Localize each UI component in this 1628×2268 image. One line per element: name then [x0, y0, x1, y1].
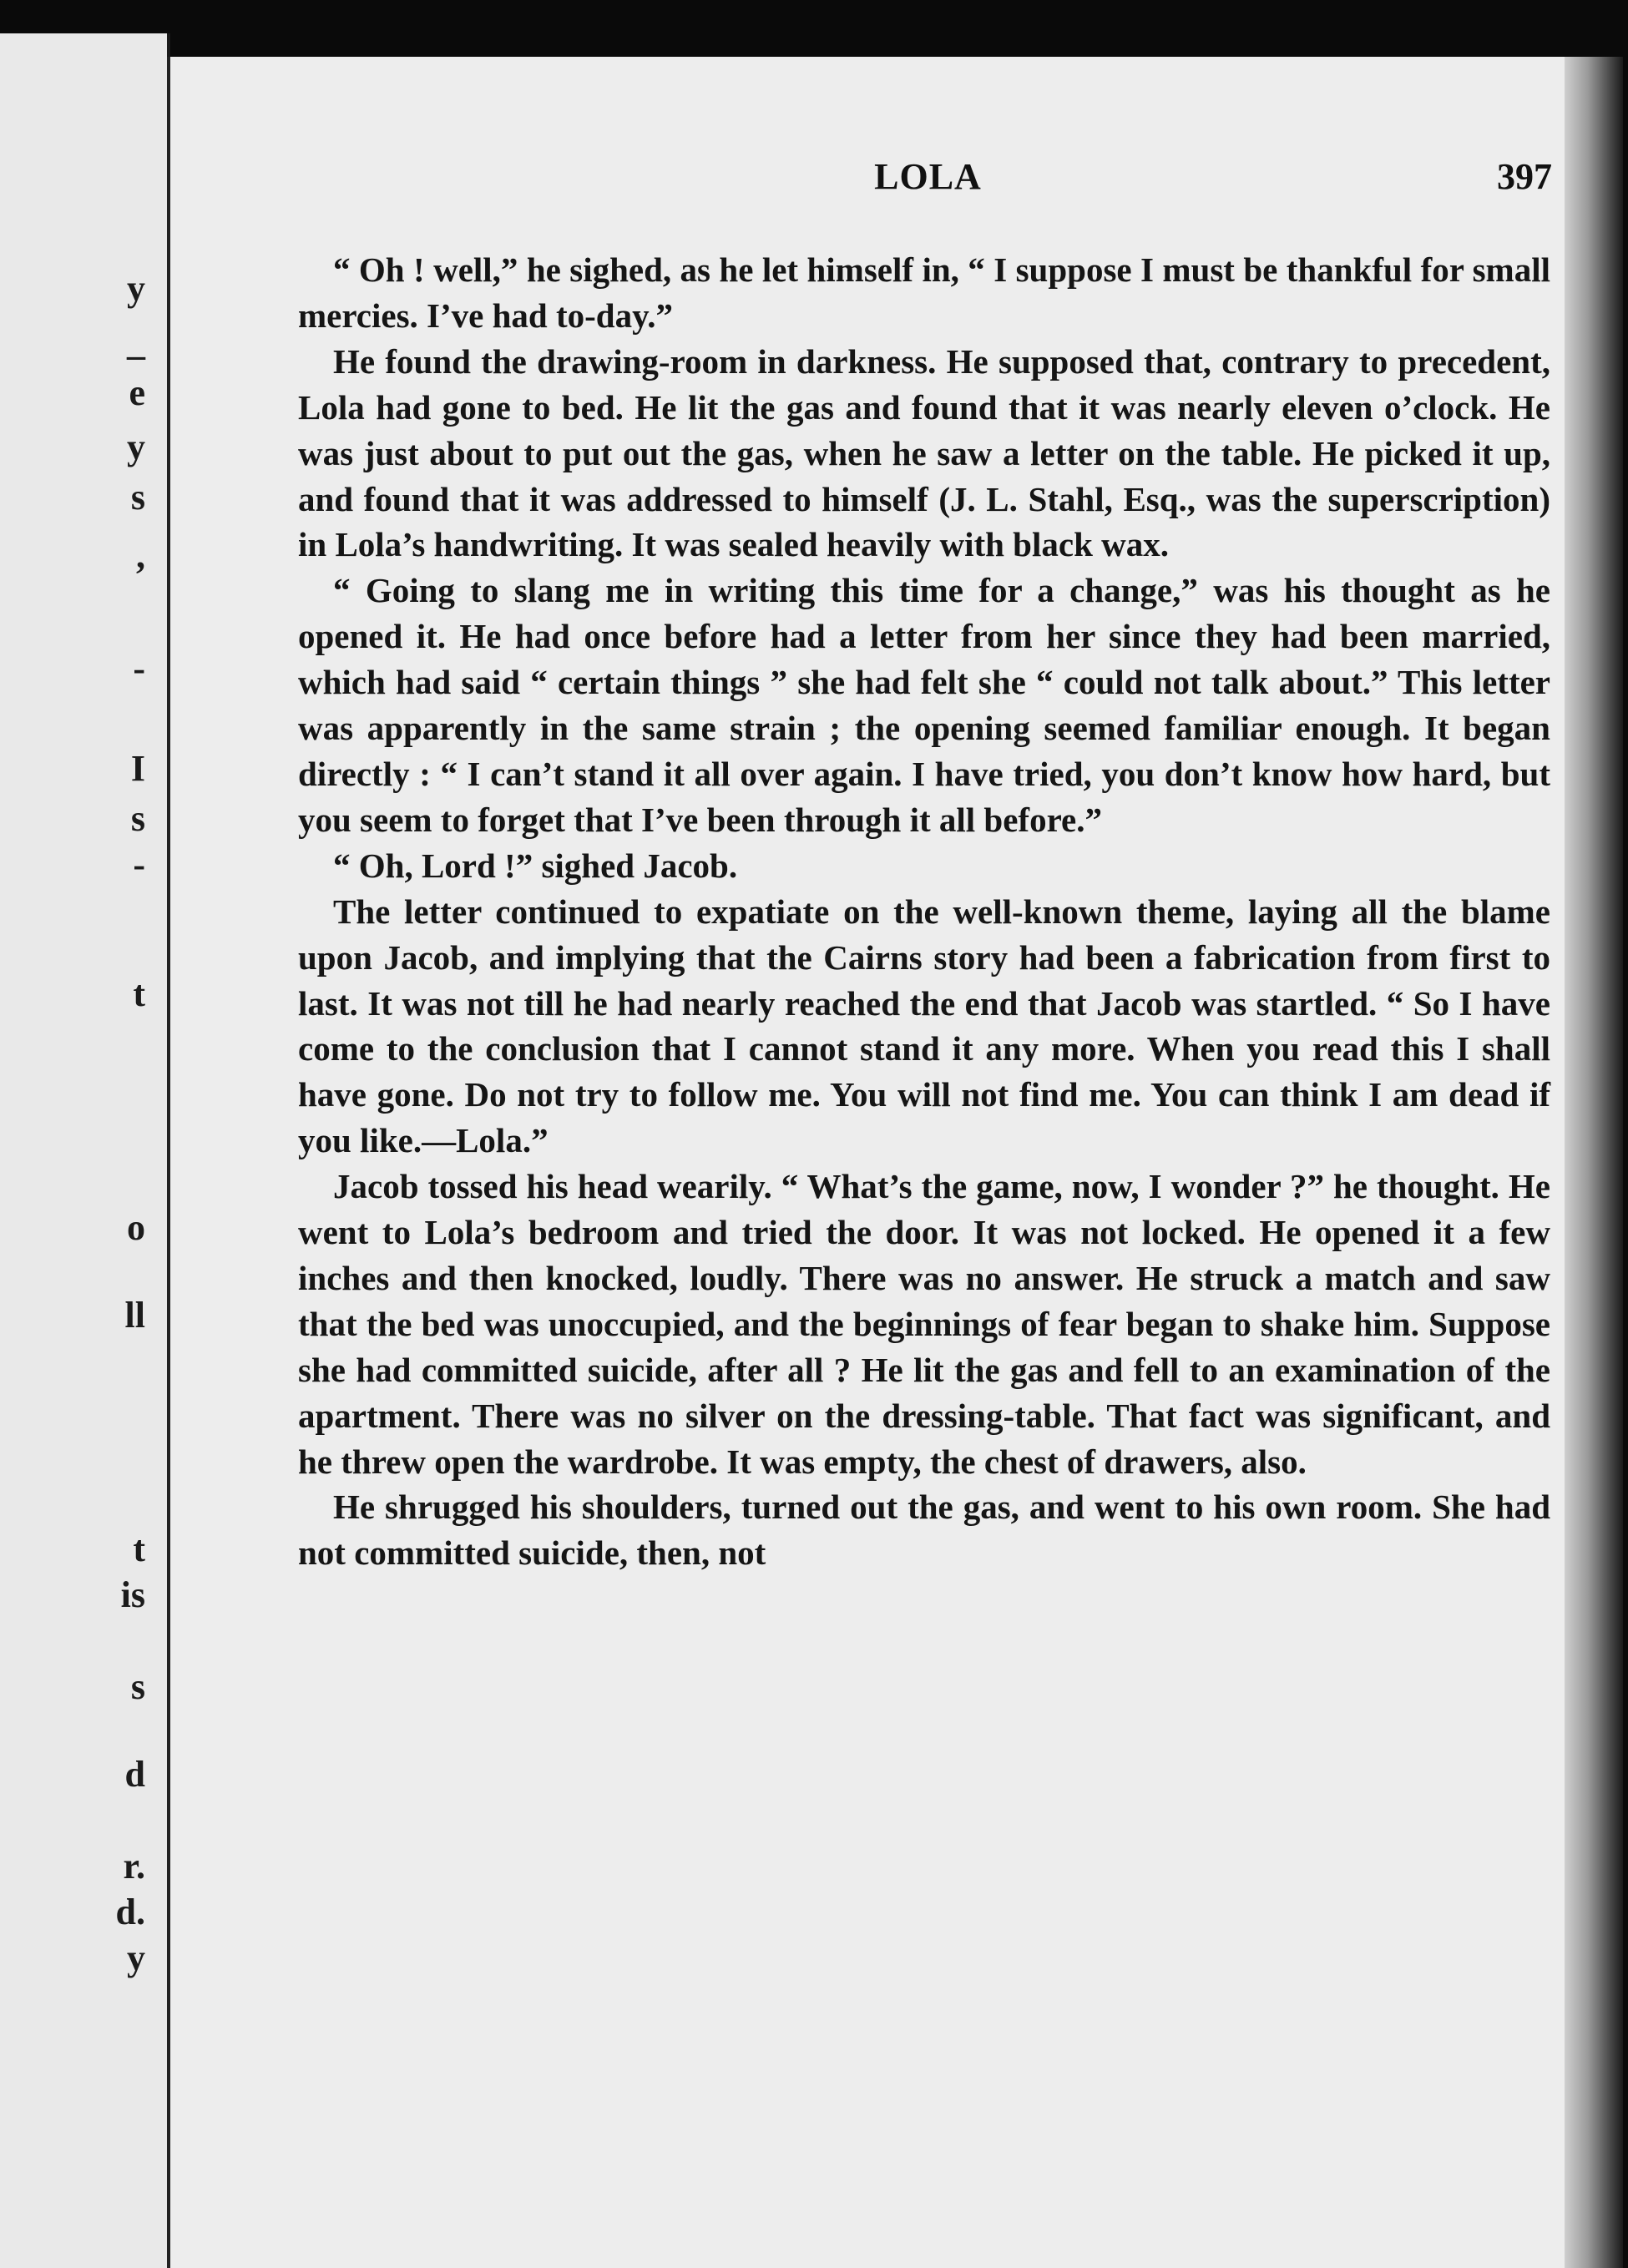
paragraph: He shrugged his shoulders, turned out the gas, and went to his own room. She had not committed suicide, then, not [298, 1488, 1550, 1573]
margin-fragment: - [133, 648, 145, 689]
margin-fragment: y [127, 268, 145, 309]
margin-fragment: e [129, 372, 145, 413]
facing-page-fragment [0, 33, 170, 2268]
margin-fragment: is [120, 1574, 145, 1615]
margin-fragment: o [127, 1207, 145, 1248]
margin-fragment: s [130, 1666, 145, 1707]
margin-fragment: t [133, 1528, 145, 1569]
margin-fragment: _ [127, 322, 145, 363]
margin-fragment: d [124, 1754, 145, 1795]
margin-fragment: ll [124, 1295, 145, 1336]
facing-page-margin-text [0, 33, 167, 2268]
margin-fragment: I [130, 748, 145, 789]
paragraph: “ Oh ! well,” he sighed, as he let himself in, “ I suppose I must be thankful for small mercies. I’ve had to-day.” [298, 250, 1550, 335]
paragraph: “ Oh, Lord !” sighed Jacob. [333, 846, 738, 885]
page-number: 397 [1497, 156, 1552, 197]
page-header [304, 155, 1552, 205]
margin-fragment: s [130, 798, 145, 839]
margin-fragment: s [130, 477, 145, 518]
book-page [167, 57, 1565, 2268]
margin-fragment: t [133, 973, 145, 1014]
paragraph: He found the drawing-room in darkness. He supposed that, contrary to precedent, Lola had gone to bed. He lit the gas and found that it was nearly eleven o’clock. He was just about to put out the gas, when he saw a letter on the table. He picked it up, and found that it was addressed to himself (J. L. Stahl, Esq., was the superscription) in Lola’s handwriting. It was sealed heavily with black wax. [298, 341, 1550, 564]
margin-fragment: y [127, 1937, 145, 1978]
body-text [298, 247, 1550, 1576]
running-title: LOLA [874, 156, 982, 197]
paragraph: Jacob tossed his head wearily. “ What’s the game, now, I wonder ?” he thought. He went to Lola’s bedroom and tried the door. It was not locked. He opened it a few inches and then knocked, loudly. There was no answer. He struck a match and saw that the bed was unoccupied, and the beginnings of fear began to shake him. Suppose she had committed suicide, after all ? He lit the gas and fell to an examination of the apartment. There was no silver on the dressing-table. That fact was significant, and he threw open the wardrobe. It was empty, the chest of drawers, also. [298, 1167, 1550, 1481]
margin-fragment: r. [123, 1846, 145, 1887]
paragraph: “ Going to slang me in writing this time for a change,” was his thought as he opened it. He had once before had a letter from her since they had been married, which had said “ certain things ” she had felt she “ could not talk about.” This letter was apparently in the same strain ; the opening seemed familiar enough. It began directly : “ I can’t stand it all over again. I have tried, you don’t know how hard, but you seem to forget that I’ve been through it all before.” [298, 571, 1550, 839]
paragraph: The letter continued to expatiate on the well-known theme, laying all the blame upon Jacob, and implying that the Cairns story had been a fabrication from first to last. It was not till he had nearly reached the end that Jacob was startled. “ So I have come to the conclusion that I cannot stand it any more. When you read this I shall have gone. Do not try to follow me. You will not find me. You can think I am dead if you like.—Lola.” [298, 892, 1550, 1160]
margin-fragment: d. [115, 1892, 145, 1932]
margin-fragment: - [133, 844, 145, 885]
margin-fragment: y [127, 427, 145, 467]
margin-fragment: , [136, 535, 145, 576]
